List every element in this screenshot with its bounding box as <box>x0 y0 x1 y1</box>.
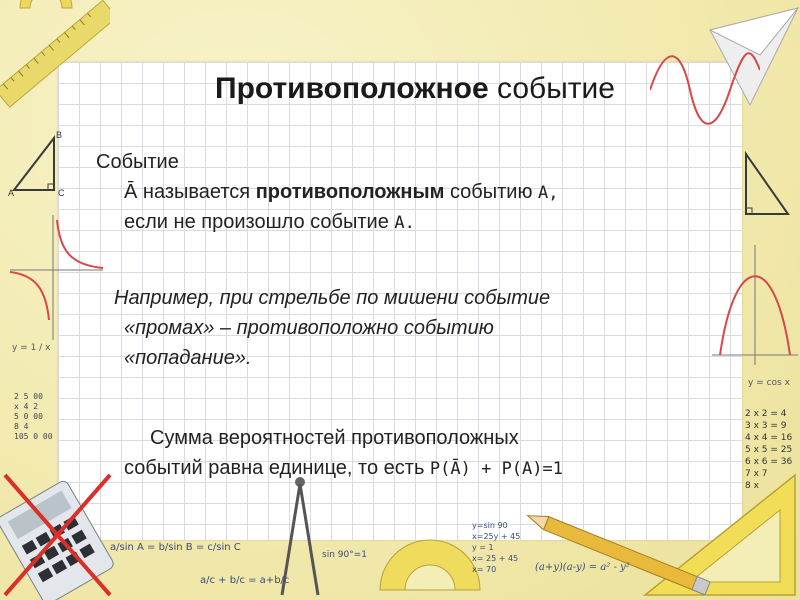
calc-line: 2 5 00 <box>14 392 43 401</box>
mult-line: 3 x 3 = 9 <box>745 421 787 431</box>
definition-text: если не произошло событие <box>124 211 395 233</box>
mult-line: 2 x 2 = 4 <box>745 409 787 419</box>
algebra-formula: (a+y)(a-y) = a² - y² <box>535 562 630 573</box>
protractor-icon <box>375 525 485 595</box>
definition-line-2 <box>124 178 559 208</box>
calculation-column <box>14 392 62 442</box>
calc-line: 8 4 <box>14 422 29 431</box>
svg-text:A: A <box>8 188 15 198</box>
event-letter: A. <box>394 213 415 233</box>
bottom-formula-column <box>472 520 520 575</box>
probability-formula: P(Ā) + P(A)=1 <box>429 459 563 479</box>
sum-text: событий равна единице, то есть <box>124 457 430 479</box>
definition-text: событию <box>444 181 539 203</box>
sum-line-1: Сумма вероятностей противоположных <box>150 427 519 449</box>
sine-wave-graph <box>650 40 760 140</box>
right-graph-label: y = cos x <box>748 378 790 388</box>
definition-line-3 <box>124 208 415 238</box>
mult-line: 6 x 6 = 36 <box>745 457 793 467</box>
formula-line: x= 25 + 45 <box>472 554 519 563</box>
mult-line: 7 x 7 <box>745 469 768 479</box>
left-graph-label: y = 1 / x <box>12 343 51 353</box>
hyperbola-graph <box>5 210 105 350</box>
formula-line: x=25y + 45 <box>472 532 521 541</box>
calc-line: 5 0 00 <box>14 412 43 421</box>
mult-line: 5 x 5 = 25 <box>745 445 793 455</box>
formula-line: y = 1 <box>472 543 494 552</box>
calculator-icon <box>0 470 120 600</box>
mult-line: 4 x 4 = 16 <box>745 433 793 443</box>
event-letter: A, <box>538 183 559 203</box>
title-rest: событие <box>497 72 615 105</box>
sin90-formula: sin 90°=1 <box>322 550 367 560</box>
title-bold: Противоположное <box>215 72 489 105</box>
formula-line: y=sin 90 <box>472 521 508 530</box>
sum-line-2 <box>124 454 563 484</box>
definition-bold-word: противоположным <box>255 181 445 203</box>
definition-text: Ā называется <box>124 181 256 203</box>
example-line-3: «попадание». <box>124 347 252 369</box>
right-triangle-icon <box>8 128 68 200</box>
example-line-1: Например, при стрельбе по мишени событие <box>114 287 551 309</box>
mult-line: 8 x <box>745 481 759 491</box>
fraction-sum-formula: a/c + b/c = a+b/c <box>200 575 290 586</box>
svg-text:B: B <box>56 130 63 140</box>
cosine-graph <box>710 240 800 370</box>
svg-text:C: C <box>58 188 65 198</box>
sine-law-formula: a/sin A = b/sin B = c/sin C <box>110 542 241 553</box>
ruler-icon <box>0 0 110 120</box>
right-triangle-icon-2 <box>738 148 798 224</box>
calc-line: x 4 2 <box>14 402 39 411</box>
definition-line-1: Событие <box>96 151 179 173</box>
formula-line: x= 70 <box>472 565 497 574</box>
example-line-2: «промах» – противоположно событию <box>124 317 494 339</box>
calc-line: 105 0 00 <box>14 432 53 441</box>
slide-title <box>170 72 660 106</box>
pencil-icon <box>520 510 730 600</box>
